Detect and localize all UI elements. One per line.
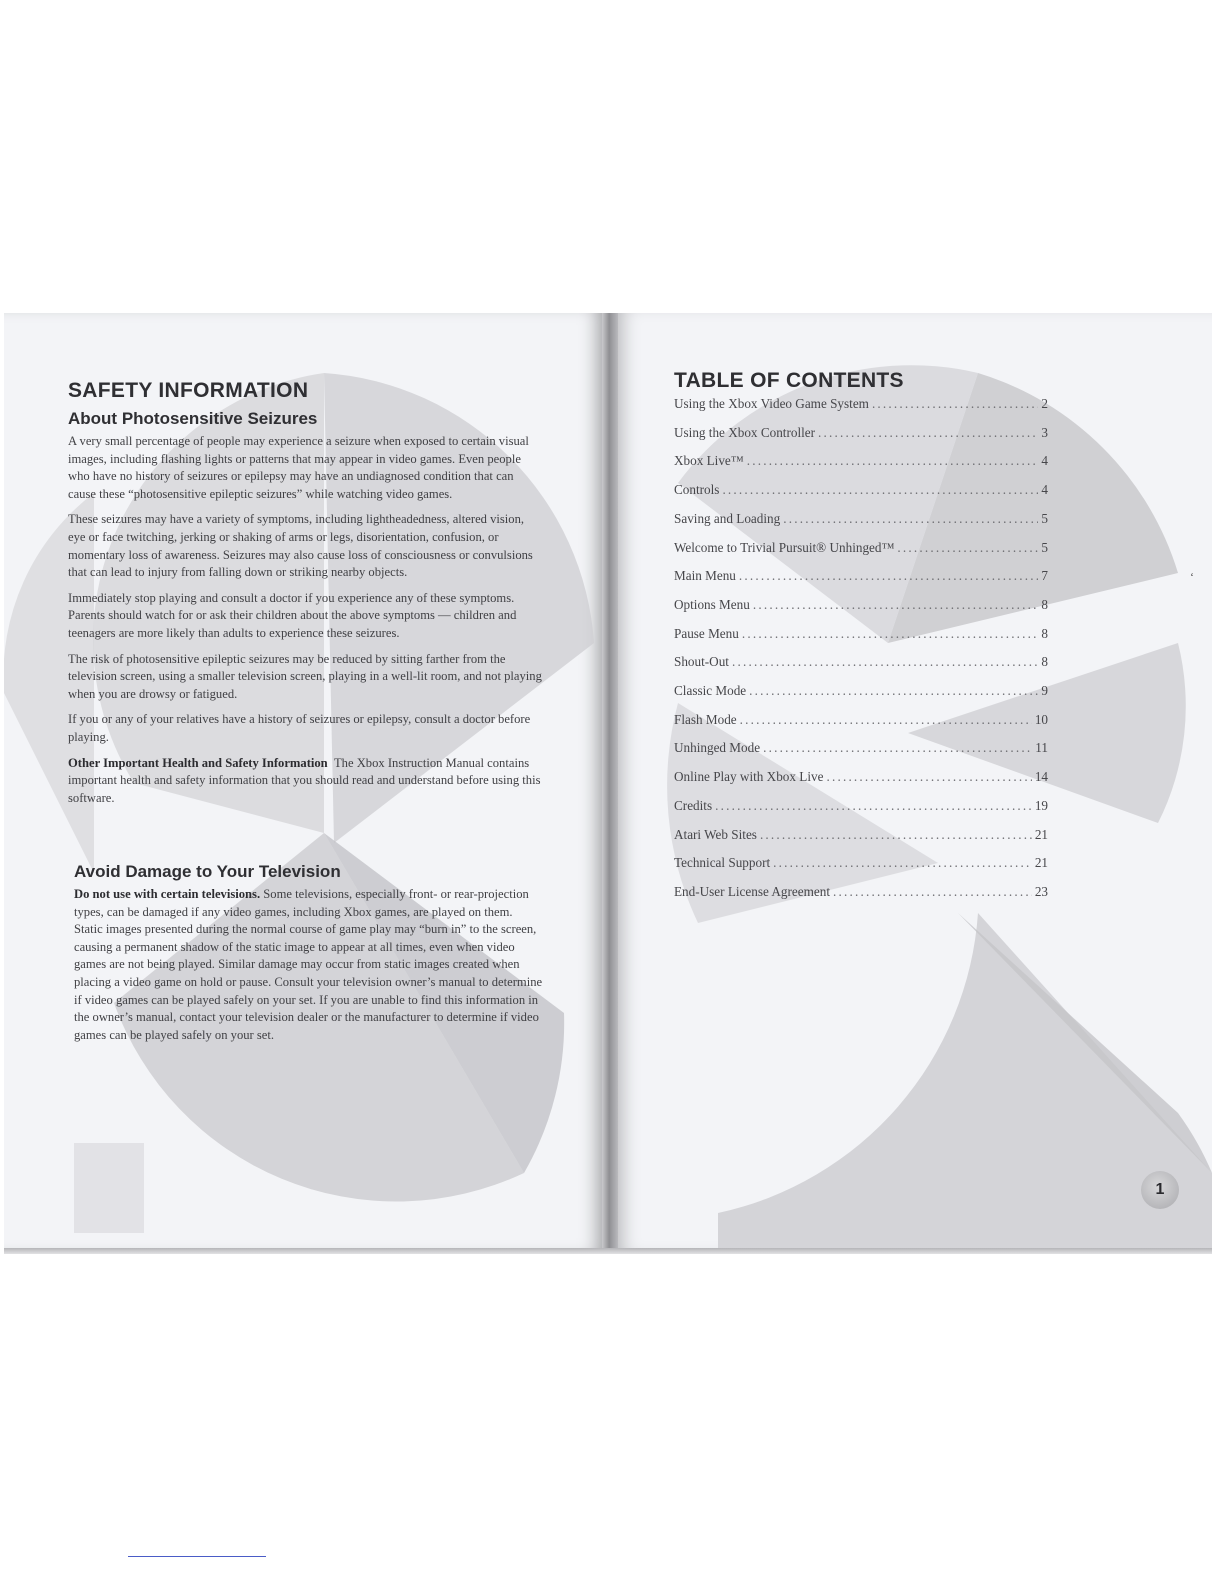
toc-list [674, 396, 1048, 996]
safety-information-heading: SAFETY INFORMATION [68, 379, 309, 402]
left-page [4, 313, 602, 1250]
toc-entry[interactable]: Welcome to Trivial Pursuit® Unhinged™ ..... 5 [674, 540, 1048, 558]
manual-spread [4, 313, 1210, 1250]
avoid-tv-damage-heading: Avoid Damage to Your Television [74, 862, 341, 881]
toc-entry[interactable]: Controls ..... 4 [674, 482, 1048, 500]
right-page [618, 313, 1212, 1250]
tv-damage-text: Some televisions, especially front- or rear-projection types, can be damaged if any video games, including Xbox games, are played on them. Static images presented during the normal course of game play may “burn in” to the screen, causing a permanent shadow of the static image to appear at all times, even when video games are not being played. Similar damage may occur from static images created when placing a video game on hold or pause. Consult your television owner’s manual to determine if video games can be played safely on your set. If you are unable to find this information in the owner’s manual, contact your television dealer or the manufacturer to determine if video games can be played safely on your set. [74, 887, 543, 1042]
photosensitive-seizures-body [68, 433, 544, 807]
seizures-paragraph-1: A very small percentage of people may experience a seizure when exposed to certain visual images, including flashing lights or patterns that may appear in video games. Even people who have no history of seizures or epilepsy may have an undiagnosed condition that can cause these “photosensitive epileptic seizures” while watching video games. [68, 434, 529, 501]
toc-entry[interactable]: Atari Web Sites ..... 21 [674, 827, 1048, 845]
toc-entry[interactable]: Saving and Loading ..... 5 [674, 511, 1048, 529]
toc-entry[interactable]: Main Menu ..... 7 [674, 568, 1048, 586]
toc-entry[interactable]: Using the Xbox Controller ..... 3 [674, 425, 1048, 443]
other-safety-info-text: The Xbox Instruction Manual contains important health and safety information that you should read and understand before using this software. [68, 755, 541, 805]
footer-rule [128, 1556, 266, 1557]
tv-damage-lead: Do not use with certain televisions. [74, 887, 261, 901]
toc-entry[interactable]: Using the Xbox Video Game System ..... 2 [674, 396, 1048, 414]
toc-entry[interactable]: Credits ..... 19 [674, 798, 1048, 816]
seizures-paragraph-3: Immediately stop playing and consult a doctor if you experience any of these symptoms. Parents should watch for or ask their children about the above symptoms — children and teenagers are more likely than adults to experience these seizures. [68, 590, 517, 640]
toc-entry[interactable]: Pause Menu ..... 8 [674, 626, 1048, 644]
page-bottom-edge [4, 1248, 1212, 1254]
other-safety-info-lead: Other Important Health and Safety Information [68, 755, 328, 770]
table-of-contents-heading: TABLE OF CONTENTS [674, 369, 904, 392]
toc-entry[interactable]: Classic Mode ..... 9 [674, 683, 1048, 701]
page-number-badge: 1 [1141, 1171, 1179, 1209]
stray-mark: ‘ [1190, 570, 1194, 584]
toc-entry[interactable]: Flash Mode ..... 10 [674, 712, 1048, 730]
toc-entry[interactable]: Unhinged Mode ..... 11 [674, 740, 1048, 758]
tv-damage-paragraph [74, 886, 544, 1044]
toc-entry[interactable]: Options Menu ..... 8 [674, 597, 1048, 615]
toc-entry[interactable]: Technical Support ..... 21 [674, 855, 1048, 873]
toc-entry[interactable]: Xbox Live™ ..... 4 [674, 453, 1048, 471]
book-gutter [602, 313, 618, 1254]
avoid-tv-damage-body [74, 886, 544, 1044]
seizures-paragraph-5: If you or any of your relatives have a history of seizures or epilepsy, consult a doctor before playing. [68, 712, 531, 744]
other-safety-info-paragraph [68, 755, 544, 808]
photosensitive-seizures-heading: About Photosensitive Seizures [68, 409, 318, 428]
seizures-paragraph-4: The risk of photosensitive epileptic seizures may be reduced by sitting farther from the television screen, using a smaller television screen, playing in a well-lit room, and not playing when you are drowsy or fatigued. [68, 651, 542, 701]
toc-entry[interactable]: Shout-Out ..... 8 [674, 654, 1048, 672]
toc-entry[interactable]: Online Play with Xbox Live ..... 14 [674, 769, 1048, 787]
seizures-paragraph-2: These seizures may have a variety of symptoms, including lightheadedness, altered vision, eye or face twitching, jerking or shaking of arms or legs, disorientation, confusion, or momentary loss of awareness. Seizures may also cause loss of consciousness or convulsions that can lead to injury from falling down or striking nearby objects. [68, 512, 533, 580]
toc-entry[interactable]: End-User License Agreement ..... 23 [674, 884, 1048, 902]
